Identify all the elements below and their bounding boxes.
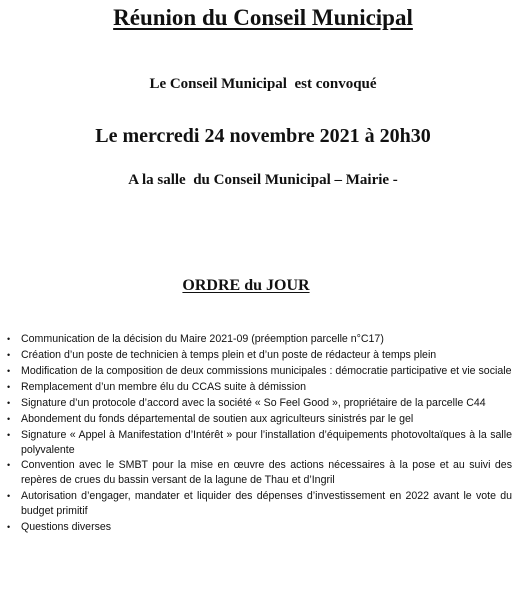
agenda-item-text: Communication de la décision du Maire 2021-09 (préemption parcelle n°C17) xyxy=(21,333,384,345)
agenda-item-text: Autorisation d’engager, mandater et liquider des dépenses d’investissement en 2022 avant le vote du budget primitif xyxy=(21,490,512,517)
bullet-icon: • xyxy=(7,381,11,392)
bullet-icon: • xyxy=(7,429,11,440)
agenda-item xyxy=(7,520,512,535)
agenda-item xyxy=(7,364,512,379)
bullet-icon: • xyxy=(7,413,11,424)
agenda-item xyxy=(7,332,512,347)
agenda-item xyxy=(7,380,512,395)
agenda-item-text: Convention avec le SMBT pour la mise en œuvre des actions nécessaires à la pose et au suivi des repères de crues du bassin versant de la lagune de Thau et d’Ingril xyxy=(21,459,512,487)
meeting-date: Le mercredi 24 novembre 2021 à 20h30 xyxy=(95,125,431,147)
title-text: Réunion du Conseil Municipal xyxy=(113,5,413,30)
bullet-icon: • xyxy=(7,521,11,532)
agenda-item xyxy=(7,412,512,427)
convocation-line: Le Conseil Municipal est convoqué xyxy=(149,76,377,92)
bullet-icon: • xyxy=(7,397,11,408)
page-title xyxy=(0,3,526,33)
agenda-item-text: Remplacement d’un membre élu du CCAS suite à démission xyxy=(21,380,306,393)
agenda-item xyxy=(7,428,512,457)
meeting-location: A la salle du Conseil Municipal – Mairie - xyxy=(128,172,398,188)
agenda-item-text: Questions diverses xyxy=(21,520,112,533)
bullet-icon: • xyxy=(7,334,11,344)
agenda-item-text: Modification de la composition de deux commissions municipales : démocratie participative et vie sociale xyxy=(21,364,512,377)
agenda-item-text: Abondement du fonds départemental de soutien aux agriculteurs sinistrés par le gel xyxy=(21,412,414,425)
agenda-item xyxy=(7,348,512,363)
bullet-icon: • xyxy=(7,349,11,360)
agenda-heading-text: ORDRE du JOUR xyxy=(182,277,310,294)
bullet-icon: • xyxy=(7,365,11,376)
agenda-item xyxy=(7,489,512,518)
agenda-item-text: Signature « Appel à Manifestation d’Intérêt » pour l’installation d’équipements photovoltaïques à la salle polyvalente xyxy=(21,428,512,456)
agenda-item xyxy=(7,396,512,411)
bullet-icon: • xyxy=(7,460,11,471)
agenda-item-text: Signature d’un protocole d’accord avec la société « So Feel Good », propriétaire de la parcelle C44 xyxy=(21,396,486,409)
agenda-item xyxy=(7,458,512,487)
agenda-item-text: Création d’un poste de technicien à temps plein et d’un poste de rédacteur à temps plein xyxy=(21,348,437,361)
agenda-list xyxy=(7,332,512,536)
bullet-icon: • xyxy=(7,491,11,502)
agenda-heading xyxy=(0,275,492,297)
